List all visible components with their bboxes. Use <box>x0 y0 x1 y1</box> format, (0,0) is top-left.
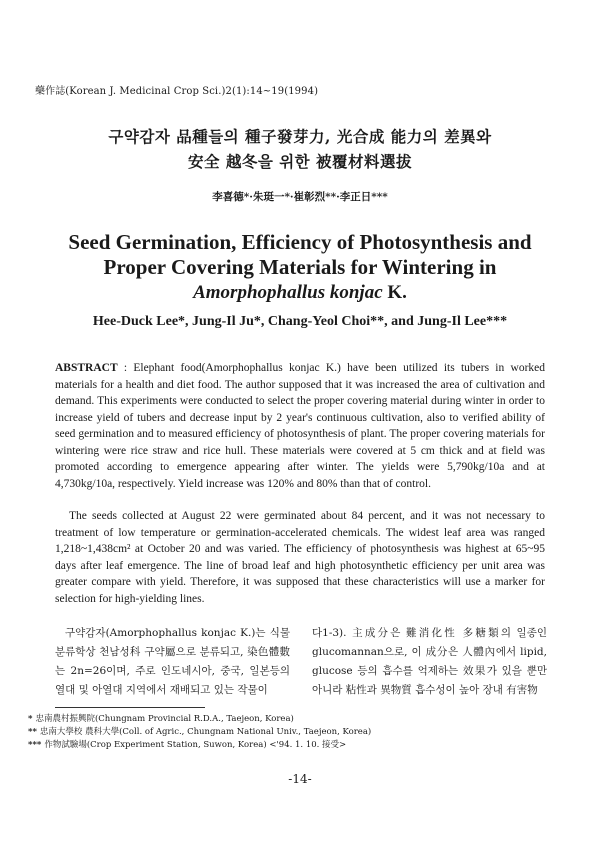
english-title-line-3 <box>40 280 560 305</box>
korean-title-line-1: 구약감자 品種들의 種子發芽力, 光合成 能力의 差異와 <box>108 127 492 146</box>
korean-title-line-2: 安全 越冬을 위한 被覆材料選拔 <box>187 152 413 171</box>
footnote-2 <box>28 725 371 737</box>
abstract-paragraph-1 <box>55 360 545 492</box>
species-author: K. <box>382 282 407 303</box>
footnote-3 <box>28 738 346 750</box>
abstract-text-1: : Elephant food(Amorphophallus konjac K.) have been utilized its tubers in worked materials for a health and diet food. The author supposed that it was increased the area of cultivation and demand. This experiments were conducted to select the proper covering material during winter in order to increase yield of tubers and decrease input by 2 year's continuous cultivation, also to verified ability of seed germination and to measured efficiency of photosynthesis of plant. The proper covering materials for wintering were rice straw and rice hull. These materials were covered at 5 cm thick and at field was promoted according to emergence appearing after winter. The yields were 5,790kg/10a and at 4,730kg/10a, respectively. Yield increase was 120% and 80% than that of control. <box>55 362 545 490</box>
abstract-paragraph-2: The seeds collected at August 22 were germinated about 84 percent, and it was not necessary to treatment of low temperature or germination-accelerated chemicals. The widest leaf area was ranged 1,218~1,438cm² at October 20 and was varied. The efficiency of photosynthesis was highest at 65~95 days after leaf emergence. The line of broad leaf and high photosynthetic efficiency per unit area was greater compare with yield. Therefore, it was supposed that these characteristics will use a marker for selection for high-yielding lines. <box>55 510 545 605</box>
page-number: -14- <box>288 772 312 786</box>
footnote-text: 作物試驗場(Crop Experiment Station, Suwon, Korea) <'94. 1. 10. 接受> <box>44 740 347 750</box>
journal-citation: 藥作誌(Korean J. Medicinal Crop Sci.)2(1):14~19(1994) <box>35 86 319 97</box>
footnote-text: 忠南農村振興院(Chungnam Provincial R.D.A., Taejeon, Korea) <box>35 714 294 724</box>
footnote-text: 忠南大學校 農科大學(Coll. of Agric., Chungnam National Univ., Taejeon, Korea) <box>39 727 372 737</box>
footnote-1 <box>28 712 294 724</box>
korean-authors: 李喜德*·朱珽一*·崔彰烈**·李正日*** <box>212 191 388 203</box>
species-name: Amorphophallus konjac <box>193 282 383 303</box>
footnote-mark: *** <box>28 740 42 750</box>
english-title-line-1: Seed Germination, Efficiency of Photosynthesis and <box>68 230 532 254</box>
english-authors: Hee-Duck Lee*, Jung-Il Ju*, Chang-Yeol Choi**, and Jung-Il Lee*** <box>92 314 508 329</box>
english-title-line-2: Proper Covering Materials for Wintering in <box>103 255 497 279</box>
footnote-mark: * <box>28 714 33 724</box>
footnote-mark: ** <box>28 727 37 737</box>
body-column-right: 다1-3). 主成分은 難消化性 多糖類의 일종인 glucomannan으로, 이 成分은 人體內에서 lipid, glucose 등의 흡수를 억제하는 效果가 있을 뿐만 아니라 粘性과 異物質 흡수성이 높아 장내 有害物 <box>312 627 547 696</box>
abstract-label: ABSTRACT <box>55 362 118 374</box>
footnote-divider <box>55 707 205 708</box>
body-column-left: 구약감자(Amorphophallus konjac K.)는 식물분류학상 천남성科 구약屬으로 분류되고, 染色體數는 2n=26이며, 주로 인도네시아, 중국, 일본등의 열대 및 아열대 지역에서 재배되고 있는 작물이 <box>55 627 290 696</box>
